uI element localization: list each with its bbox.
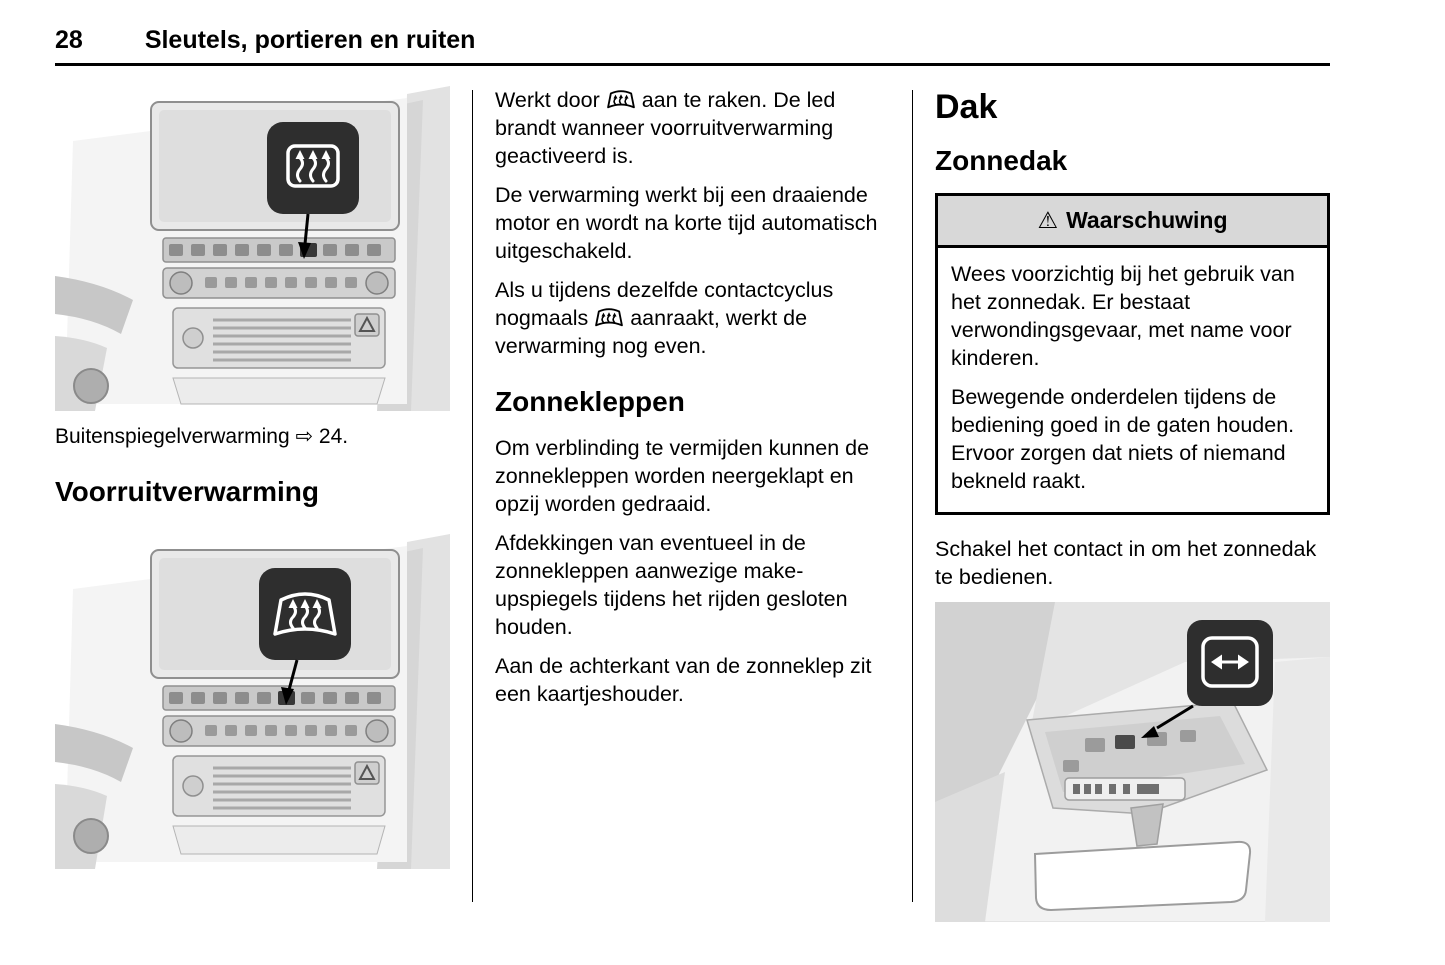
warning-title: Waarschuwing xyxy=(1066,207,1228,233)
column-divider xyxy=(472,90,473,902)
overhead-console-illustration xyxy=(935,602,1330,922)
warning-paragraph-2: Bewegende onderdelen tijdens de bediening goed in de gaten houden. Ervoor zorgen dat niets of niemand bekneld raakt. xyxy=(951,385,1295,493)
figure-windshield-heating xyxy=(55,524,450,869)
warning-header xyxy=(938,196,1327,248)
figure-sunroof-switch xyxy=(935,602,1330,922)
text: aan te raken. De led brandt wanneer voorruitverwarming geactiveerd is. xyxy=(495,88,836,168)
content-columns xyxy=(55,86,1330,922)
header-rule xyxy=(55,63,1330,66)
callout-rear-window-heating-icon xyxy=(267,122,359,214)
windshield-heating-icon xyxy=(594,305,624,329)
paragraph-auto-off: De verwarming werkt bij een draaiende motor en wordt na korte tijd automatisch uitgeschakeld. xyxy=(495,183,878,263)
heading-zonnedak: Zonnedak xyxy=(935,145,1068,176)
paragraph-sunvisor-fold: Om verblinding te vermijden kunnen de zonnekleppen worden neergeklapt en opzij worden gedraaid. xyxy=(495,436,870,516)
callout-windshield-heating-icon xyxy=(259,568,351,660)
column-right xyxy=(935,86,1330,922)
paragraph-repeat xyxy=(495,276,890,360)
paragraph-ignition: Schakel het contact in om het zonnedak te bedienen. xyxy=(935,537,1317,589)
dashboard-illustration-windshield xyxy=(55,524,450,869)
warning-triangle-icon: ⚠ xyxy=(1037,207,1059,233)
rearview-mirror xyxy=(1035,842,1250,910)
paragraph-makeup-mirrors: Afdekkingen van eventueel in de zonnekleppen aanwezige make-upspiegels tijdens het rijden gesloten houden. xyxy=(495,531,848,639)
text: Werkt door xyxy=(495,88,600,112)
warning-paragraph-1: Wees voorzichtig bij het gebruik van het zonnedak. Er bestaat verwondingsgevaar, met name voor kinderen. xyxy=(951,262,1295,370)
caption-page-ref: 24. xyxy=(318,425,349,448)
dashboard-illustration-rear-window xyxy=(55,86,450,411)
heading-zonnekleppen: Zonnekleppen xyxy=(495,386,685,417)
heading-voorruitverwarming: Voorruitverwarming xyxy=(55,476,319,507)
figure-caption xyxy=(55,423,450,450)
warning-body xyxy=(938,248,1327,512)
figure-mirror-heating xyxy=(55,86,450,411)
windshield-heating-icon xyxy=(606,87,636,111)
column-divider xyxy=(912,90,913,902)
page-header xyxy=(55,26,1330,63)
text: Als u tijdens dezelfde contactcyclus nogmaals xyxy=(495,278,834,330)
paragraph-led xyxy=(495,86,890,170)
page-number: 28 xyxy=(55,26,83,54)
callout-sunroof-switch-icon xyxy=(1187,620,1273,706)
paragraph-card-holder: Aan de achterkant van de zonneklep zit een kaartjeshouder. xyxy=(495,654,872,706)
column-middle xyxy=(495,86,890,922)
chapter-title: Sleutels, portieren en ruiten xyxy=(144,26,476,54)
text: aanraakt, werkt de verwarming nog even. xyxy=(495,306,808,358)
sunroof-switch xyxy=(1115,735,1135,749)
column-left xyxy=(55,86,450,922)
caption-text: Buitenspiegelverwarming xyxy=(55,425,290,448)
page-reference-arrow-icon: ⇨ xyxy=(295,425,314,448)
warning-box xyxy=(935,193,1330,515)
heading-dak: Dak xyxy=(935,88,998,126)
